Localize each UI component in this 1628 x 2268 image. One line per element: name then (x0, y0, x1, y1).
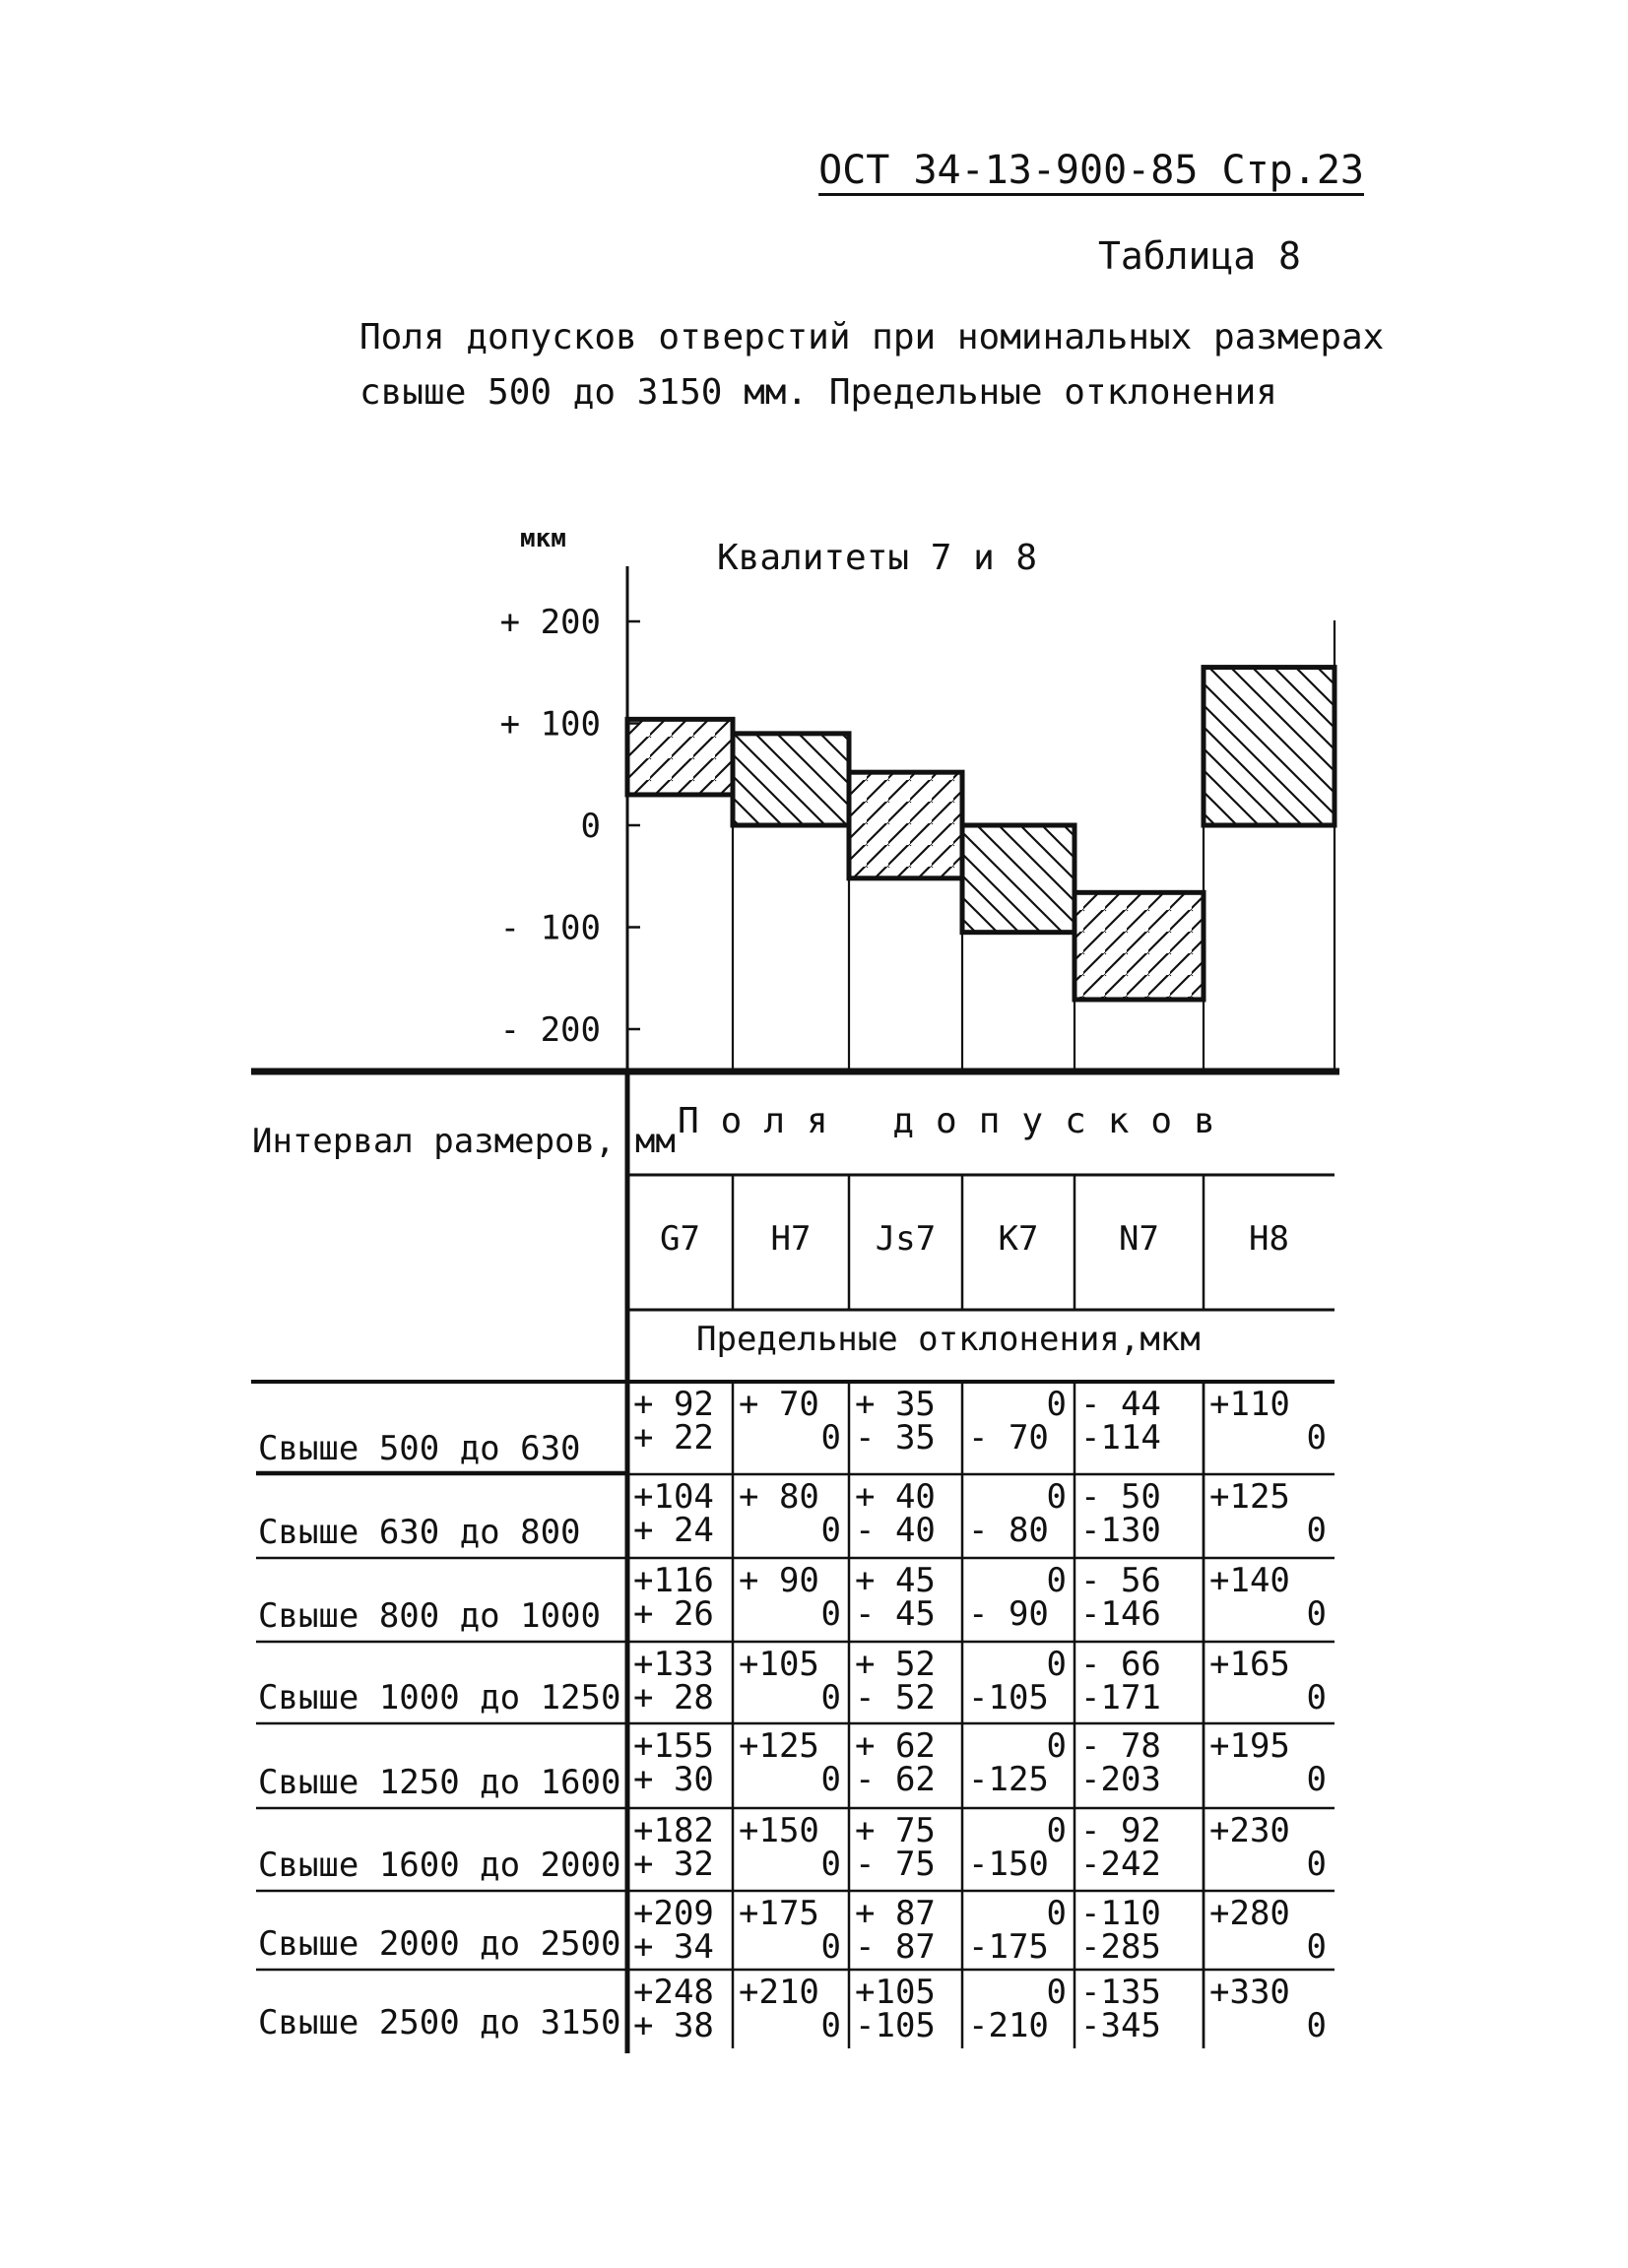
lower-deviation: 0 (820, 1678, 841, 1717)
deviation-cell (1080, 1973, 1196, 2045)
deviations-header: Предельные отклонения,мкм (696, 1320, 1201, 1359)
lower-deviation: -171 (1080, 1678, 1161, 1717)
upper-deviation: + 70 (739, 1385, 819, 1424)
tolerance-bar-js7 (849, 772, 962, 878)
upper-deviation: +209 (633, 1894, 714, 1933)
tolerance-code-h7: H7 (770, 1219, 812, 1259)
lower-deviation: -125 (968, 1760, 1049, 1799)
tolerance-fields-header: Поля допусков (678, 1101, 1237, 1141)
deviation-cell (968, 1894, 1067, 1967)
lower-deviation: 0 (820, 1760, 841, 1799)
upper-deviation: - 92 (1080, 1811, 1161, 1850)
y-tick-label: + 200 (499, 603, 601, 642)
deviation-cell (633, 1477, 725, 1550)
upper-deviation: +195 (1209, 1726, 1290, 1766)
upper-deviation: +125 (1209, 1477, 1290, 1517)
lower-deviation: + 22 (633, 1418, 714, 1458)
lower-deviation: + 38 (633, 2006, 714, 2045)
deviation-cell (1080, 1477, 1196, 1550)
deviation-cell (855, 1726, 954, 1799)
lower-deviation: 0 (820, 1845, 841, 1884)
upper-deviation: +105 (739, 1645, 819, 1684)
upper-deviation: - 78 (1080, 1726, 1161, 1766)
y-axis (627, 566, 640, 1073)
deviation-cell (739, 1561, 841, 1634)
lower-deviation: - 87 (855, 1927, 936, 1967)
upper-deviation: +210 (739, 1973, 819, 2012)
deviation-cell (968, 1561, 1067, 1634)
upper-deviation: + 62 (855, 1726, 936, 1766)
y-tick-label: - 200 (499, 1010, 601, 1050)
tolerance-code-k7: K7 (998, 1219, 1039, 1259)
deviation-cell (739, 1726, 841, 1799)
lower-deviation: -175 (968, 1927, 1049, 1967)
size-interval-label: Свыше 800 до 1000 (258, 1596, 601, 1636)
upper-deviation: +105 (855, 1973, 936, 2012)
upper-deviation: - 50 (1080, 1477, 1161, 1517)
upper-deviation: 0 (1046, 1894, 1067, 1933)
tolerance-bar-n7 (1074, 892, 1204, 1000)
deviation-cell (1080, 1726, 1196, 1799)
deviation-cell (633, 1645, 725, 1717)
deviation-cell (1080, 1894, 1196, 1967)
deviation-cell (1209, 1385, 1327, 1458)
lower-deviation: 0 (1306, 1594, 1327, 1634)
y-tick-labels (500, 603, 601, 1050)
interval-header: Интервал размеров, мм (252, 1122, 676, 1161)
chart-title: Квалитеты 7 и 8 (717, 538, 1038, 578)
deviation-cell (633, 1561, 725, 1634)
upper-deviation: - 44 (1080, 1385, 1161, 1424)
lower-deviation: 0 (820, 1511, 841, 1550)
deviation-cell (1209, 1726, 1327, 1799)
deviation-cell (968, 1973, 1067, 2045)
lower-deviation: 0 (1306, 1845, 1327, 1884)
deviation-cell (633, 1894, 725, 1967)
deviation-cell (739, 1477, 841, 1550)
deviation-cell (1209, 1973, 1327, 2045)
deviation-cell (855, 1561, 954, 1634)
lower-deviation: - 90 (968, 1594, 1049, 1634)
y-tick-label: - 100 (499, 908, 601, 948)
table-caption-line-1: Поля допусков отверстий при номинальных размерах (359, 317, 1385, 357)
lower-deviation: - 35 (855, 1418, 936, 1458)
lower-deviation: - 80 (968, 1511, 1049, 1550)
lower-deviation: + 32 (633, 1845, 714, 1884)
deviation-cell (1209, 1477, 1327, 1550)
upper-deviation: - 56 (1080, 1561, 1161, 1600)
tolerance-code-js7: Js7 (875, 1219, 937, 1259)
upper-deviation: +116 (633, 1561, 714, 1600)
deviation-cell (633, 1811, 725, 1884)
upper-deviation: -135 (1080, 1973, 1161, 2012)
deviation-cell (855, 1645, 954, 1717)
upper-deviation: 0 (1046, 1973, 1067, 2012)
tolerance-code-n7: N7 (1119, 1219, 1159, 1259)
tolerance-bar-k7 (962, 825, 1074, 933)
upper-deviation: 0 (1046, 1811, 1067, 1850)
lower-deviation: -146 (1080, 1594, 1161, 1634)
deviation-cell (1209, 1561, 1327, 1634)
upper-deviation: +133 (633, 1645, 714, 1684)
y-axis-unit-label: мкм (520, 524, 566, 553)
upper-deviation: +104 (633, 1477, 714, 1517)
size-interval-label: Свыше 2000 до 2500 (258, 1924, 621, 1964)
upper-deviation: +165 (1209, 1645, 1290, 1684)
size-interval-label: Свыше 1000 до 1250 (258, 1678, 621, 1717)
deviation-cell (855, 1894, 954, 1967)
lower-deviation: - 52 (855, 1678, 936, 1717)
tolerance-bar-h7 (733, 734, 849, 825)
lower-deviation: - 62 (855, 1760, 936, 1799)
upper-deviation: +125 (739, 1726, 819, 1766)
upper-deviation: - 66 (1080, 1645, 1161, 1684)
lower-deviation: 0 (820, 1418, 841, 1458)
upper-deviation: +230 (1209, 1811, 1290, 1850)
lower-deviation: -345 (1080, 2006, 1161, 2045)
deviation-cell (968, 1385, 1067, 1458)
lower-deviation: + 28 (633, 1678, 714, 1717)
upper-deviation: -110 (1080, 1894, 1161, 1933)
lower-deviation: 0 (1306, 2006, 1327, 2045)
lower-deviation: 0 (820, 1594, 841, 1634)
lower-deviation: 0 (1306, 1678, 1327, 1717)
upper-deviation: 0 (1046, 1385, 1067, 1424)
lower-deviation: -105 (968, 1678, 1049, 1717)
deviation-cell (1080, 1561, 1196, 1634)
upper-deviation: 0 (1046, 1477, 1067, 1517)
tolerance-code-h8: H8 (1249, 1219, 1289, 1259)
lower-deviation: + 34 (633, 1927, 714, 1967)
size-interval-label: Свыше 500 до 630 (258, 1429, 581, 1468)
document-code: ОСТ 34-13-900-85 Стр.23 (818, 148, 1364, 193)
lower-deviation: -203 (1080, 1760, 1161, 1799)
upper-deviation: + 80 (739, 1477, 819, 1517)
tolerance-code-g7: G7 (660, 1219, 700, 1259)
deviation-cell (855, 1973, 954, 2045)
deviation-cell (855, 1811, 954, 1884)
lower-deviation: -130 (1080, 1511, 1161, 1550)
tolerance-bar-h8 (1204, 668, 1335, 825)
deviation-cell (739, 1645, 841, 1717)
deviation-cell (739, 1811, 841, 1884)
upper-deviation: 0 (1046, 1726, 1067, 1766)
upper-deviation: + 45 (855, 1561, 936, 1600)
upper-deviation: + 75 (855, 1811, 936, 1850)
lower-deviation: -242 (1080, 1845, 1161, 1884)
lower-deviation: -210 (968, 2006, 1049, 2045)
upper-deviation: + 87 (855, 1894, 936, 1933)
deviation-cell (1209, 1894, 1327, 1967)
deviation-cell (1080, 1645, 1196, 1717)
lower-deviation: - 75 (855, 1845, 936, 1884)
lower-deviation: + 26 (633, 1594, 714, 1634)
upper-deviation: +150 (739, 1811, 819, 1850)
upper-deviation: 0 (1046, 1561, 1067, 1600)
lower-deviation: 0 (820, 2006, 841, 2045)
deviation-cell (739, 1973, 841, 2045)
y-tick-label: + 100 (499, 704, 601, 745)
deviation-cell (1080, 1811, 1196, 1884)
lower-deviation: 0 (1306, 1760, 1327, 1799)
size-interval-label: Свыше 1600 до 2000 (258, 1846, 621, 1885)
deviation-cell (633, 1385, 725, 1458)
upper-deviation: +182 (633, 1811, 714, 1850)
lower-deviation: 0 (820, 1927, 841, 1967)
lower-deviation: - 40 (855, 1511, 936, 1550)
size-interval-label: Свыше 1250 до 1600 (258, 1763, 621, 1802)
upper-deviation: +248 (633, 1973, 714, 2012)
lower-deviation: + 24 (633, 1511, 714, 1550)
upper-deviation: +140 (1209, 1561, 1290, 1600)
deviation-cell (968, 1811, 1067, 1884)
chart-bars (627, 620, 1335, 1071)
upper-deviation: + 90 (739, 1561, 819, 1600)
deviation-cell (1209, 1645, 1327, 1717)
deviation-cell (968, 1477, 1067, 1550)
upper-deviation: + 52 (855, 1645, 936, 1684)
upper-deviation: +175 (739, 1894, 819, 1933)
deviation-cell (739, 1894, 841, 1967)
lower-deviation: -150 (968, 1845, 1049, 1884)
upper-deviation: +280 (1209, 1894, 1290, 1933)
lower-deviation: -114 (1080, 1418, 1161, 1458)
deviation-cell (1080, 1385, 1196, 1458)
deviation-cell (633, 1726, 725, 1799)
upper-deviation: +330 (1209, 1973, 1290, 2012)
deviation-cell (855, 1477, 954, 1550)
tolerance-bar-g7 (627, 719, 733, 795)
y-tick-label: 0 (580, 807, 601, 846)
upper-deviation: 0 (1046, 1645, 1067, 1684)
deviation-cell (1209, 1811, 1327, 1884)
deviation-cell (633, 1973, 725, 2045)
deviation-cell (855, 1385, 954, 1458)
lower-deviation: 0 (1306, 1511, 1327, 1550)
deviation-cell (739, 1385, 841, 1458)
lower-deviation: - 70 (968, 1418, 1049, 1458)
table-caption-line-2: свыше 500 до 3150 мм. Предельные отклонения (359, 372, 1277, 413)
upper-deviation: + 92 (633, 1385, 714, 1424)
upper-deviation: +155 (633, 1726, 714, 1766)
upper-deviation: + 35 (855, 1385, 936, 1424)
lower-deviation: 0 (1306, 1418, 1327, 1458)
table-number: Таблица 8 (1098, 234, 1301, 278)
deviation-cell (968, 1726, 1067, 1799)
lower-deviation: -285 (1080, 1927, 1161, 1967)
deviation-cell (968, 1645, 1067, 1717)
upper-deviation: +110 (1209, 1385, 1290, 1424)
lower-deviation: + 30 (633, 1760, 714, 1799)
upper-deviation: + 40 (855, 1477, 936, 1517)
lower-deviation: 0 (1306, 1927, 1327, 1967)
lower-deviation: - 45 (855, 1594, 936, 1634)
size-interval-label: Свыше 630 до 800 (258, 1513, 581, 1552)
size-interval-label: Свыше 2500 до 3150 (258, 2003, 621, 2042)
lower-deviation: -105 (855, 2006, 936, 2045)
